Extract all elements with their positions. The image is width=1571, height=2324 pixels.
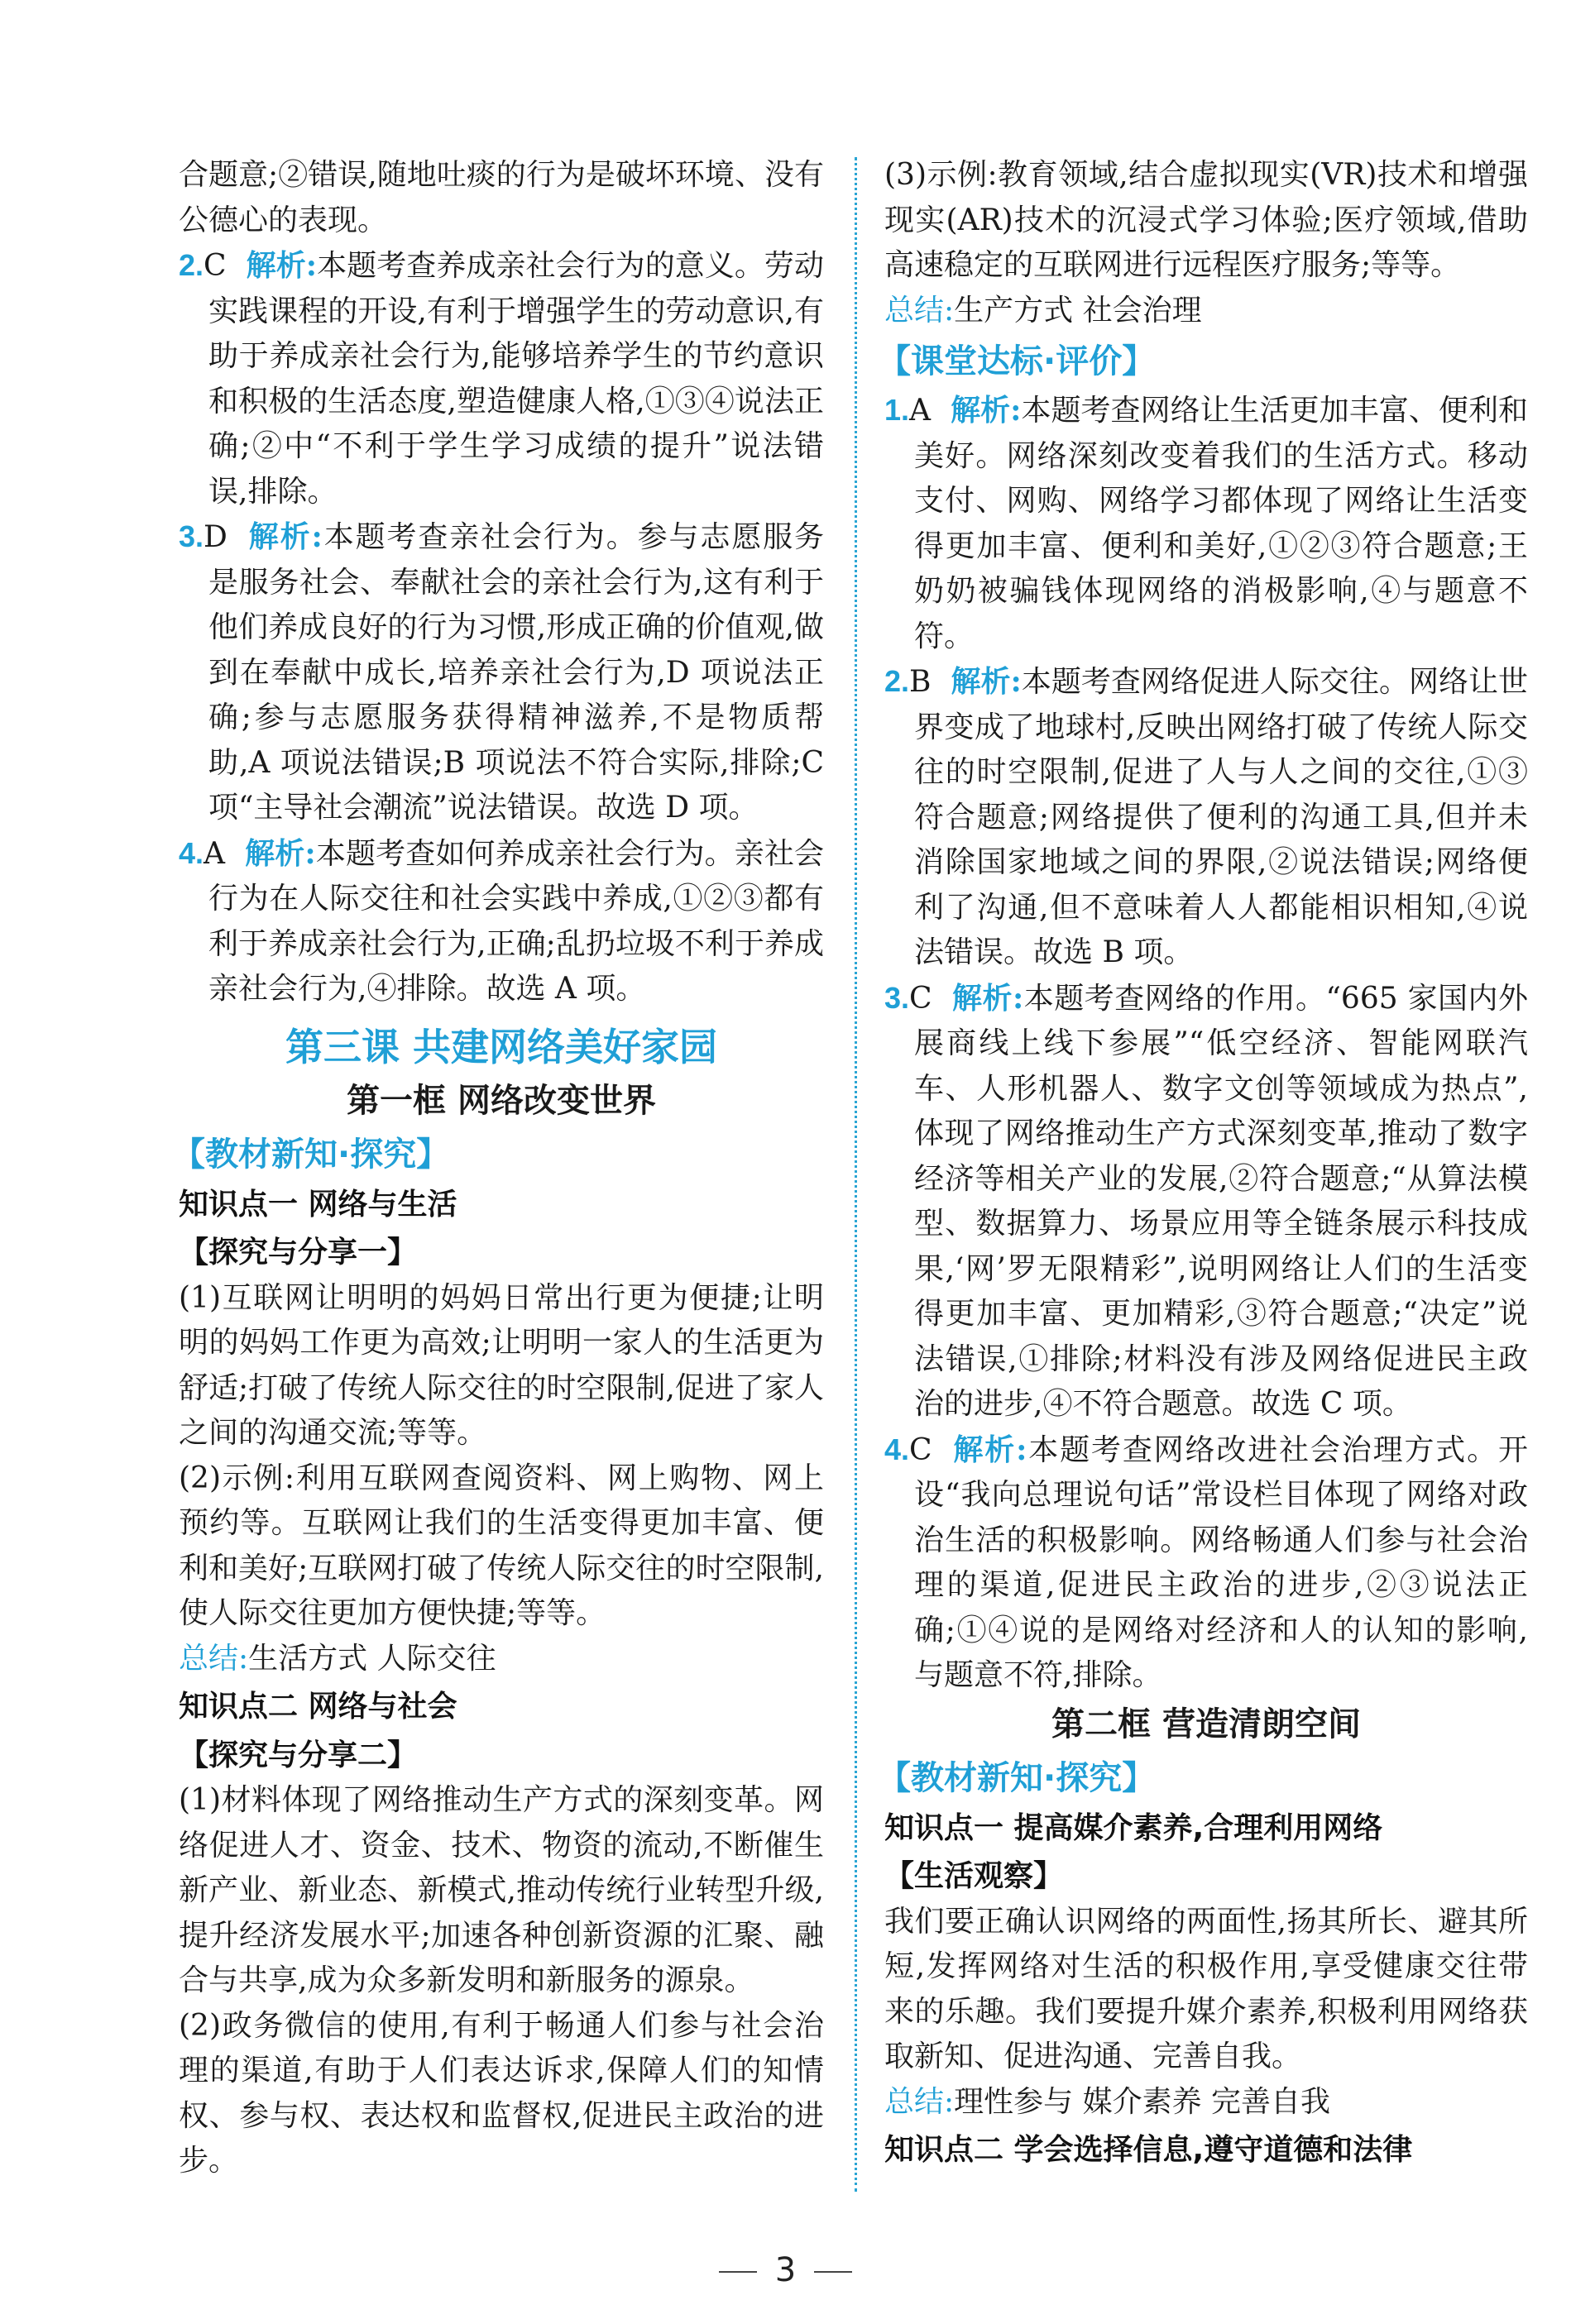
summary-label: 总结: <box>884 2084 955 2119</box>
share2-paragraph-3: (3)示例:教育领域,结合虚拟现实(VR)技术和增强现实(AR)技术的沉浸式学习体验;医疗领域,借助高速稳定的互联网进行远程医疗服务;等等。 <box>884 158 1528 282</box>
analysis-text: 本题考查网络的作用。“665 家国内外展商线上线下参展”“低空经济、智能网联汽车、人形机器人、数字文创等领域成为热点”,体现了网络推动生产方式深刻变革,推动了数字经济等相关产业的发展,②符合题意;“从算法模型、数据算力、场景应用等全链条展示科技成果,‘网’罗无限精彩”,说明网络让人们的生活变得更加丰富、更加精彩,③符合题意;“决定”说法错误,①排除;材料没有涉及网络促进民主政治的进步,④不符合题意。故选 C 项。 <box>914 981 1528 1421</box>
answer-2 <box>179 243 824 514</box>
analysis-label: 解析: <box>247 519 323 554</box>
question-number: 3. <box>884 980 910 1015</box>
life-observation-heading: 【生活观察】 <box>884 1859 1064 1893</box>
answer-choice: A <box>909 394 932 428</box>
summary-label: 总结: <box>884 293 955 328</box>
right-column <box>878 153 1528 2173</box>
explore-share-2: 【探究与分享二】 <box>179 1738 418 1772</box>
analysis-label: 解析: <box>951 664 1022 699</box>
summary-label: 总结: <box>179 1641 249 1676</box>
question-number: 2. <box>179 248 204 282</box>
footer-dash-right <box>814 2271 852 2273</box>
section-heading: 【教材新知·探究】 <box>172 1135 450 1174</box>
summary-text: 理性参与 媒介素养 完善自我 <box>954 2084 1331 2119</box>
summary-2 <box>884 289 1528 334</box>
frame-2-title: 第二框 营造清朗空间 <box>1051 1705 1361 1743</box>
answer-choice: A <box>204 836 226 871</box>
share1-paragraph-1: (1)互联网让明明的妈妈日常出行更为便捷;让明明的妈妈工作更为高效;让明明一家人的生活更为舒适;打破了传统人际交往的时空限制,促进了家人之间的沟通交流;等等。 <box>179 1280 824 1450</box>
answer-choice: C <box>204 249 227 283</box>
summary-text: 生产方式 社会治理 <box>954 293 1202 328</box>
review-answer-3 <box>884 976 1528 1427</box>
review-answer-1 <box>884 388 1528 659</box>
knowledge-point-2: 知识点二 网络与社会 <box>179 1690 457 1724</box>
summary-text: 生活方式 人际交往 <box>248 1641 496 1676</box>
continued-answer: 合题意;②错误,随地吐痰的行为是破坏环境、没有公德心的表现。 <box>179 158 824 237</box>
answer-choice: C <box>909 981 932 1016</box>
answer-choice: C <box>909 1432 932 1467</box>
question-number: 4. <box>179 835 204 870</box>
review-answer-4 <box>884 1427 1528 1699</box>
analysis-label: 解析: <box>245 835 316 871</box>
frame-title: 第一框 网络改变世界 <box>347 1081 656 1120</box>
question-number: 3. <box>179 519 204 553</box>
analysis-label: 解析: <box>246 248 318 283</box>
answer-4 <box>179 831 824 1012</box>
question-number: 1. <box>884 393 910 427</box>
page-footer <box>0 2251 1571 2289</box>
review-answer-2 <box>884 659 1528 976</box>
answer-3 <box>179 514 824 831</box>
answer-choice: D <box>204 520 228 554</box>
analysis-text: 本题考查养成亲社会行为的意义。劳动实践课程的开设,有利于增强学生的劳动意识,有助于养成亲社会行为,能够培养学生的节约意识和积极的生活态度,塑造健康人格,①③④说法正确;②中“不利于学生学习成绩的提升”说法错误,排除。 <box>208 249 824 509</box>
share1-paragraph-2: (2)示例:利用互联网查阅资料、网上购物、网上预约等。互联网让我们的生活变得更加丰富、便利和美好;互联网打破了传统人际交往的时空限制,使人际交往更加方便快捷;等等。 <box>179 1461 824 1630</box>
analysis-text: 本题考查如何养成亲社会行为。亲社会行为在人际交往和社会实践中养成,①②③都有利于养成亲社会行为,正确;乱扔垃圾不利于养成亲社会行为,④排除。故选 A 项。 <box>208 836 824 1006</box>
share2-paragraph-1: (1)材料体现了网络推动生产方式的深刻变革。网络促进人才、资金、技术、物资的流动,不断催生新产业、新业态、新模式,推动传统行业转型升级,提升经济发展水平;加速各种创新资源的汇聚、融合与共享,成为众多新发明和新服务的源泉。 <box>179 1783 824 1997</box>
share2-paragraph-2: (2)政务微信的使用,有利于畅通人们参与社会治理的渠道,有助于人们表达诉求,保障人们的知情权、参与权、表达权和监督权,促进民主政治的进步。 <box>179 2008 824 2178</box>
page-number: 3 <box>774 2251 797 2289</box>
analysis-text: 本题考查网络促进人际交往。网络让世界变成了地球村,反映出网络打破了传统人际交往的时空限制,促进了人与人之间的交往,①③符合题意;网络提供了便利的沟通工具,但并未消除国家地域之间的界限,②说法错误;网络便利了沟通,但不意味着人人都能相识相知,④说法错误。故选 B 项。 <box>914 665 1528 969</box>
column-divider <box>855 157 857 2192</box>
life-observation-paragraph: 我们要正确认识网络的两面性,扬其所长、避其所短,发挥网络对生活的积极作用,享受健康交往带来的乐趣。我们要提升媒介素养,积极利用网络获取新知、促进沟通、完善自我。 <box>884 1904 1528 2073</box>
summary-3 <box>884 2080 1528 2126</box>
footer-dash-left <box>719 2271 757 2273</box>
question-number: 2. <box>884 664 910 698</box>
answer-choice: B <box>909 665 932 699</box>
summary-1 <box>179 1637 824 1682</box>
lesson-title: 第三课 共建网络美好家园 <box>285 1024 717 1069</box>
knowledge-point-1: 知识点一 网络与生活 <box>179 1187 457 1222</box>
analysis-text: 本题考查亲社会行为。参与志愿服务是服务社会、奉献社会的亲社会行为,这有利于他们养成良好的行为习惯,形成正确的价值观,做到在奉献中成长,培养亲社会行为,D 项说法正确;参与志愿服务获得精神滋养,不是物质帮助,A 项说法错误;B 项说法不符合实际,排除;C 项“主导社会潮流”说法错误。故选 D 项。 <box>208 520 824 825</box>
section-heading: 【教材新知·探究】 <box>878 1758 1156 1797</box>
analysis-text: 本题考查网络改进社会治理方式。开设“我向总理说句话”常设栏目体现了网络对政治生活的积极影响。网络畅通人们参与社会治理的渠道,促进民主政治的进步,②③说法正确;①④说的是网络对经济和人的认知的影响,与题意不符,排除。 <box>914 1432 1528 1692</box>
knowledge-point-3: 知识点一 提高媒介素养,合理利用网络 <box>884 1810 1383 1845</box>
explore-share-1: 【探究与分享一】 <box>179 1236 418 1270</box>
analysis-text: 本题考查网络让生活更加丰富、便利和美好。网络深刻改变着我们的生活方式。移动支付、网购、网络学习都体现了网络让生活变得更加丰富、便利和美好,①②③符合题意;王奶奶被骗钱体现网络的消极影响,④与题意不符。 <box>914 394 1528 653</box>
analysis-label: 解析: <box>951 1432 1027 1467</box>
left-column <box>172 153 824 2184</box>
knowledge-point-4: 知识点二 学会选择信息,遵守道德和法律 <box>884 2133 1413 2167</box>
section-heading: 【课堂达标·评价】 <box>878 342 1156 380</box>
question-number: 4. <box>884 1432 910 1466</box>
analysis-label: 解析: <box>951 393 1022 428</box>
analysis-label: 解析: <box>951 980 1024 1016</box>
